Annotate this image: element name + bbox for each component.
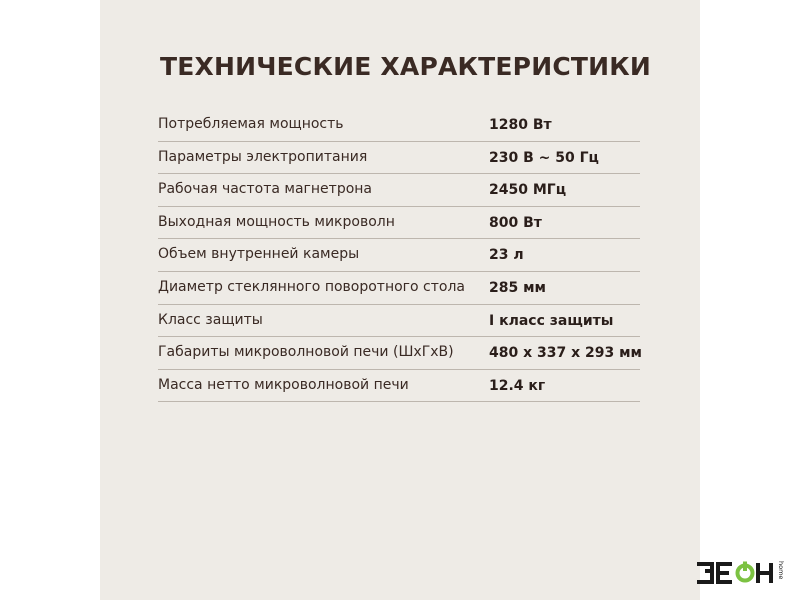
svg-text:home: home (777, 561, 785, 580)
spec-value: 2450 МГц (489, 182, 567, 199)
spec-label: Потребляемая мощность (158, 116, 344, 132)
spec-row (158, 239, 640, 272)
spec-value: 800 Вт (489, 214, 542, 231)
spec-row (158, 370, 640, 403)
page-title: ТЕХНИЧЕСКИЕ ХАРАКТЕРИСТИКИ (160, 52, 652, 81)
zeon-logo (694, 556, 794, 590)
spec-row (158, 142, 640, 175)
spec-value: 23 л (489, 247, 524, 264)
spec-row (158, 337, 640, 370)
spec-row (158, 272, 640, 305)
spec-row (158, 207, 640, 240)
spec-label: Объем внутренней камеры (158, 246, 360, 263)
spec-row (158, 174, 640, 207)
spec-value: 12.4 кг (489, 377, 546, 394)
spec-value: 230 В ~ 50 Гц (489, 149, 599, 166)
spec-label: Диаметр стеклянного поворотного стола (158, 278, 465, 295)
spec-label: Габариты микроволновой печи (ШхГхВ) (158, 344, 454, 361)
spec-label: Выходная мощность микроволн (158, 213, 395, 230)
spec-row (158, 305, 640, 338)
spec-value: I класс защиты (489, 312, 614, 329)
spec-label: Класс защиты (158, 311, 263, 328)
spec-label: Параметры электропитания (158, 148, 368, 165)
spec-value: 285 мм (489, 279, 546, 296)
spec-value: 480 х 337 х 293 мм (489, 345, 642, 362)
spec-row (158, 109, 640, 142)
spec-value: 1280 Вт (489, 117, 552, 133)
spec-label: Рабочая частота магнетрона (158, 181, 372, 198)
spec-table (158, 109, 640, 402)
spec-panel (100, 0, 700, 600)
spec-label: Масса нетто микроволновой печи (158, 376, 409, 393)
